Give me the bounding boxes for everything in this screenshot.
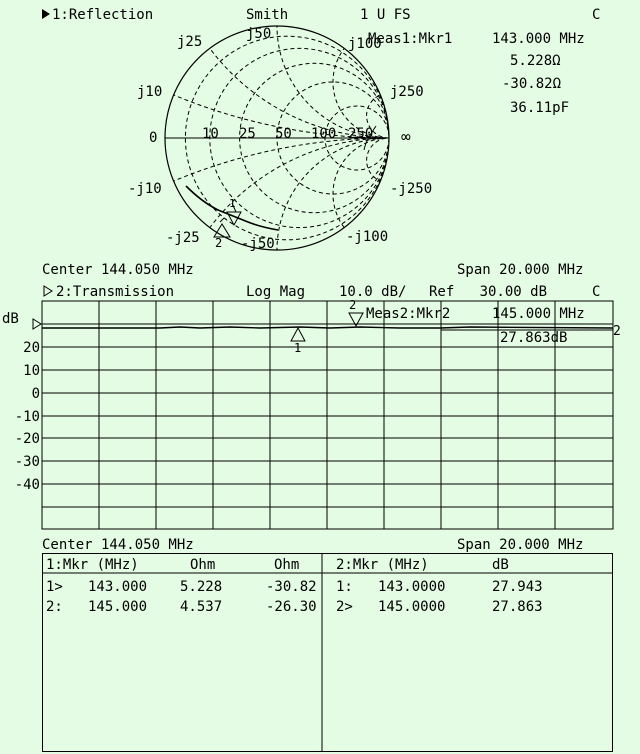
smith-label-mj100: -j100 bbox=[346, 229, 389, 245]
trace2-format[interactable]: Log Mag bbox=[246, 284, 306, 300]
smith-label-mj10: -j10 bbox=[128, 181, 162, 197]
trace1-title[interactable]: 1:Reflection bbox=[52, 7, 154, 23]
y-tick-20: 20 bbox=[23, 340, 40, 356]
left-row1-ohm1: 5.228 bbox=[180, 579, 223, 595]
smith-label-j10: j10 bbox=[137, 84, 163, 100]
meas2-freq: 145.000 MHz bbox=[492, 306, 585, 322]
smith-label-j250: j250 bbox=[390, 84, 424, 100]
trace1-coupling: C bbox=[592, 7, 601, 23]
smith-label-r10: 10 bbox=[202, 126, 219, 142]
left-row2-ohm2: -26.30 bbox=[266, 599, 317, 615]
meas1-label: Meas1:Mkr1 bbox=[368, 31, 453, 47]
left-header-ohm2: Ohm bbox=[274, 557, 300, 573]
meas1-resistance: 5.228Ω bbox=[510, 53, 561, 69]
ref-trace-number: 2 bbox=[613, 324, 621, 339]
trace1-scale[interactable]: 1 U FS bbox=[360, 7, 411, 23]
y-tick-10: 10 bbox=[23, 363, 40, 379]
smith-label-mj50: -j50 bbox=[241, 236, 275, 252]
left-header-mkr: 1:Mkr (MHz) bbox=[46, 557, 139, 573]
logmag-marker-2-number: 2 bbox=[349, 298, 357, 312]
right-header-mkr: 2:Mkr (MHz) bbox=[336, 557, 429, 573]
trace2-ref[interactable]: Ref 30.00 dB bbox=[429, 284, 548, 300]
trace2-span: Span 20.000 MHz bbox=[457, 537, 584, 553]
right-row1-freq: 143.0000 bbox=[378, 579, 446, 595]
trace2-scale[interactable]: 10.0 dB/ bbox=[339, 284, 407, 300]
right-header-db: dB bbox=[492, 557, 509, 573]
trace2-title[interactable]: 2:Transmission bbox=[56, 284, 175, 300]
meas2-value: 27.863dB bbox=[500, 330, 568, 346]
smith-label-mj250: -j250 bbox=[390, 181, 433, 197]
meas1-capacitance: 36.11pF bbox=[510, 100, 570, 116]
smith-label-j100: j100 bbox=[348, 36, 382, 52]
right-row2-db: 27.863 bbox=[492, 599, 543, 615]
y-tick-m40: -40 bbox=[14, 477, 40, 493]
y-tick-m30: -30 bbox=[14, 454, 40, 470]
trace2-center: Center 144.050 MHz bbox=[42, 537, 194, 553]
left-row2-freq: 145.000 bbox=[88, 599, 148, 615]
smith-label-r100: 100 bbox=[311, 126, 337, 142]
meas1-reactance: -30.82Ω bbox=[502, 76, 562, 92]
meas1-freq: 143.000 MHz bbox=[492, 31, 585, 47]
left-header-ohm1: Ohm bbox=[190, 557, 216, 573]
left-row1-ohm2: -30.82 bbox=[266, 579, 317, 595]
smith-marker-2-number: 2 bbox=[215, 236, 223, 250]
smith-label-j50: j50 bbox=[246, 26, 272, 42]
trace2-coupling: C bbox=[592, 284, 601, 300]
smith-label-j25: j25 bbox=[177, 34, 203, 50]
right-row2-freq: 145.0000 bbox=[378, 599, 446, 615]
smith-label-r25: 25 bbox=[239, 126, 256, 142]
y-tick-0: 0 bbox=[31, 386, 40, 402]
trace1-format[interactable]: Smith bbox=[246, 7, 289, 23]
smith-label-inf: ∞ bbox=[401, 127, 411, 146]
y-tick-m20: -20 bbox=[14, 431, 40, 447]
right-row1-db: 27.943 bbox=[492, 579, 543, 595]
trace1-center: Center 144.050 MHz bbox=[42, 262, 194, 278]
left-row2-ohm1: 4.537 bbox=[180, 599, 223, 615]
meas2-label: Meas2:Mkr2 bbox=[366, 306, 451, 322]
smith-label-r0: 0 bbox=[149, 130, 158, 146]
right-row1-mkr[interactable]: 1: bbox=[336, 579, 353, 595]
logmag-marker-1-number: 1 bbox=[294, 341, 302, 355]
trace2-unit: dB bbox=[2, 311, 19, 327]
left-row1-mkr[interactable]: 1> bbox=[46, 579, 63, 595]
smith-label-r50: 50 bbox=[275, 126, 292, 142]
left-row2-mkr[interactable]: 2: bbox=[46, 599, 63, 615]
right-row2-mkr[interactable]: 2> bbox=[336, 599, 353, 615]
trace1-span: Span 20.000 MHz bbox=[457, 262, 584, 278]
smith-label-mj25: -j25 bbox=[166, 230, 200, 246]
y-tick-m10: -10 bbox=[14, 409, 40, 425]
smith-marker-1-number: 1 bbox=[229, 197, 236, 210]
smith-label-r250: 250 bbox=[348, 126, 374, 142]
left-row1-freq: 143.000 bbox=[88, 579, 148, 595]
